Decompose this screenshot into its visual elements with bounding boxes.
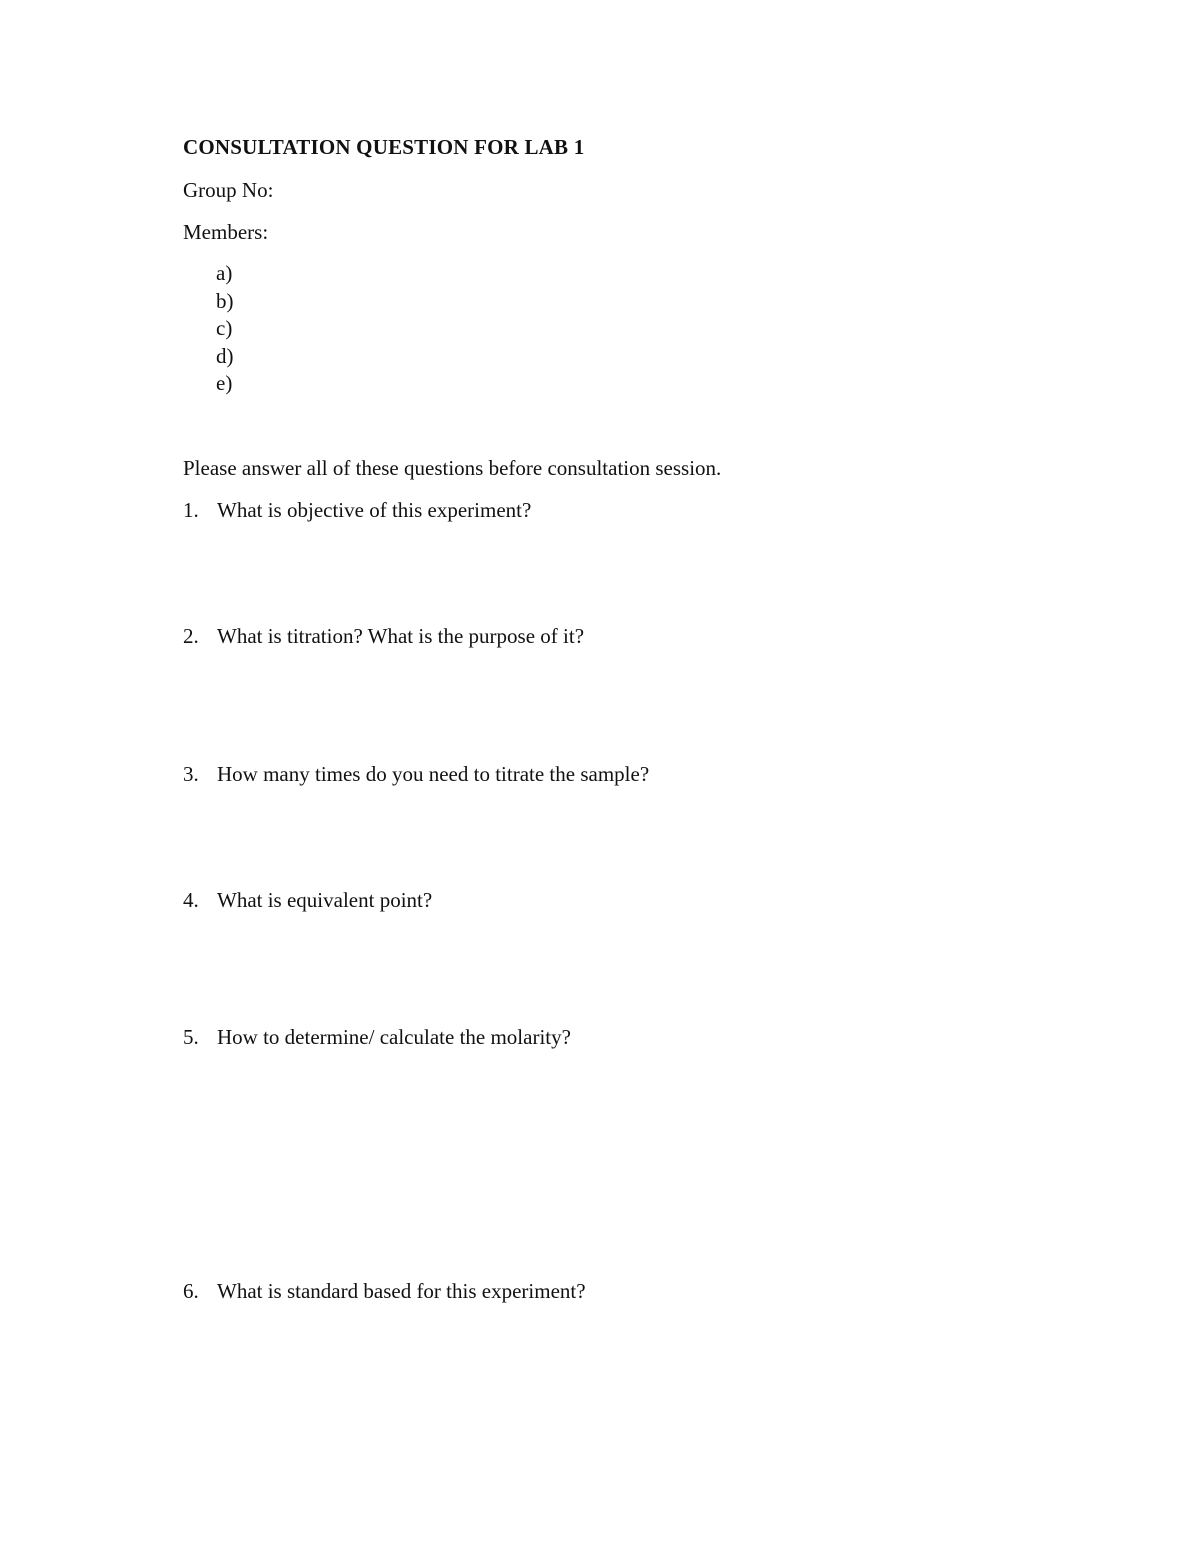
- member-item-d: d): [216, 344, 234, 368]
- question-text: How many times do you need to titrate the sample?: [217, 762, 650, 786]
- document-title: CONSULTATION QUESTION FOR LAB 1: [183, 135, 585, 159]
- members-label: Members:: [183, 220, 269, 244]
- question-text: What is objective of this experiment?: [217, 498, 532, 522]
- question-text: How to determine/ calculate the molarity?: [217, 1025, 571, 1049]
- group-no-label: Group No:: [183, 178, 274, 202]
- question-text: What is equivalent point?: [217, 888, 433, 912]
- question-number: 6.: [183, 1279, 199, 1303]
- question-number: 1.: [183, 498, 199, 522]
- member-item-b: b): [216, 289, 234, 313]
- question-number: 3.: [183, 762, 199, 786]
- question-text: What is standard based for this experiment?: [217, 1279, 586, 1303]
- question-number: 5.: [183, 1025, 199, 1049]
- question-number: 2.: [183, 624, 199, 648]
- member-item-a: a): [216, 261, 233, 285]
- question-text: What is titration? What is the purpose of it?: [217, 624, 585, 648]
- member-item-e: e): [216, 371, 233, 395]
- member-item-c: c): [216, 316, 233, 340]
- instruction-text: Please answer all of these questions before consultation session.: [183, 456, 722, 480]
- question-number: 4.: [183, 888, 199, 912]
